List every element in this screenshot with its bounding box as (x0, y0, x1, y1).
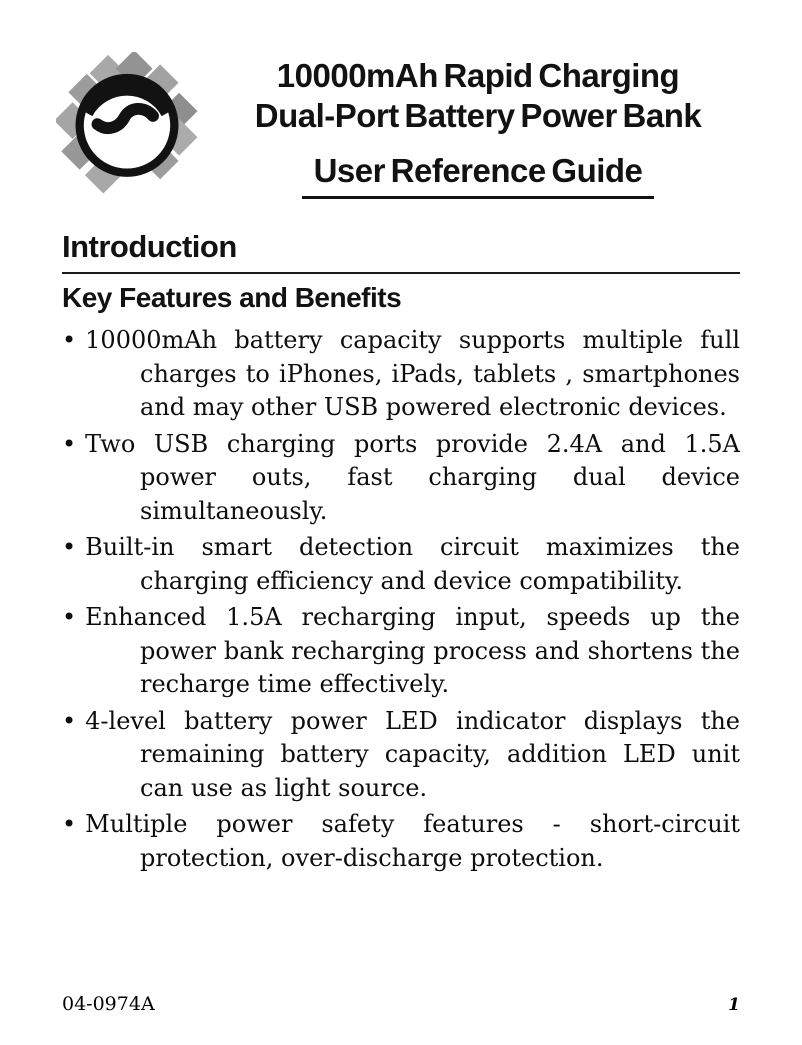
bullet-marker: • (62, 603, 77, 631)
bullet-marker: • (62, 706, 77, 735)
feature-item (62, 531, 740, 598)
feature-item (62, 808, 740, 875)
document-body (0, 229, 802, 875)
features-heading: Key Features and Benefits (62, 282, 402, 313)
bullet-marker: • (62, 429, 77, 458)
feature-list (62, 324, 740, 875)
feature-text: Multiple power safety features - short-circuit protection, over-discharge protection. (85, 810, 740, 872)
feature-item (62, 428, 740, 529)
feature-text: Enhanced 1.5A recharging input, speeds up the power bank recharging process and shortens the recharge time effectively. (85, 603, 740, 698)
page-number: 1 (728, 995, 740, 1015)
document-title-line1: 10000mAh Rapid Charging (276, 57, 680, 94)
document-number: 04-0974A (62, 993, 155, 1015)
document-subtitle: User Reference Guide (302, 152, 655, 199)
page-footer (62, 993, 740, 1015)
feature-text: Built-in smart detection circuit maximizes the charging efficiency and device compatibility. (85, 533, 740, 595)
feature-text: 4-level battery power LED indicator displays the remaining battery capacity, addition LED unit can use as light source. (85, 706, 740, 802)
brand-logo-icon (56, 52, 198, 194)
bullet-marker: • (62, 533, 77, 561)
feature-text: Two USB charging ports provide 2.4A and 1.5A power outs, fast charging dual device simultaneously. (85, 429, 740, 525)
section-divider (62, 272, 740, 274)
feature-item (62, 324, 740, 425)
feature-text: 10000mAh battery capacity supports multiple full charges to iPhones, iPads, tablets , smartphones and may other USB powered electronic devices. (85, 326, 740, 421)
document-title-line2: Dual-Port Battery Power Bank (254, 97, 702, 134)
feature-item (62, 705, 740, 806)
document-header (0, 0, 802, 199)
bullet-marker: • (62, 326, 77, 354)
title-block (198, 52, 758, 199)
subtitle-wrap (198, 152, 758, 199)
bullet-marker: • (62, 810, 77, 838)
feature-item (62, 601, 740, 702)
intro-heading: Introduction (62, 229, 237, 264)
